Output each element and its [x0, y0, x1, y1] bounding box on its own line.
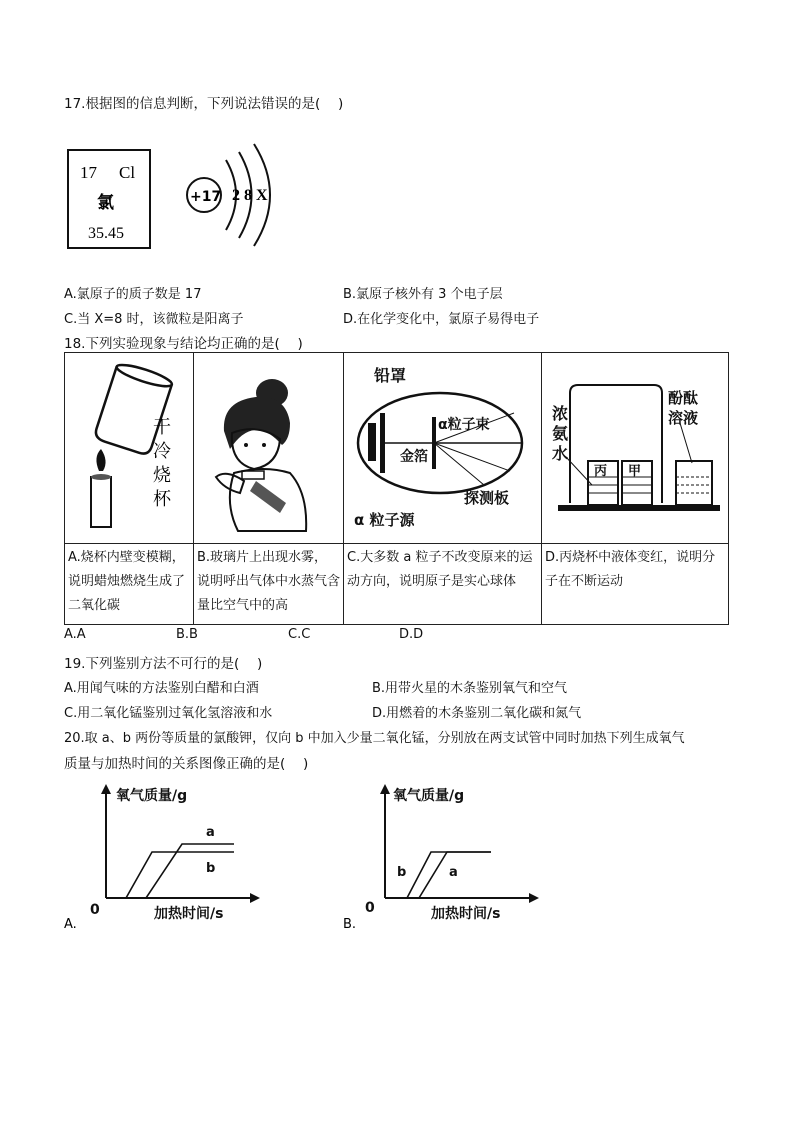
q19-option-c[interactable]: C.用二氧化锰鉴别过氧化氢溶液和水	[64, 706, 273, 721]
q18-option-c[interactable]: C.C	[288, 627, 311, 642]
label-ammonia-1: 浓	[552, 404, 569, 423]
graph-b-option-label: B.	[343, 917, 357, 930]
label-dry-beaker-1: 干	[153, 417, 171, 438]
label-ammonia-2: 氨	[552, 424, 569, 443]
graph-a-curve-1-label: a	[206, 825, 215, 840]
figure-cell-b	[194, 353, 344, 544]
q18-cell-d: D.丙烧杯中液体变红，说明分子在不断运动	[542, 544, 729, 625]
q18-table	[64, 352, 729, 625]
label-dry-beaker-4: 杯	[153, 489, 171, 510]
q19-stem: 19.下列鉴别方法不可行的是( )	[64, 656, 263, 672]
q18-option-b[interactable]: B.B	[176, 627, 198, 642]
q19-option-b[interactable]: B.用带火星的木条鉴别氧气和空气	[372, 681, 568, 696]
element-name: 氯	[97, 193, 114, 213]
element-number: 17	[80, 163, 97, 182]
label-dry-beaker-2: 冷	[153, 441, 171, 462]
figure-cell-d	[542, 353, 729, 544]
graph-a-y-arrow	[101, 784, 111, 794]
graph-b-xlabel: 加热时间/s	[431, 906, 501, 922]
graph-b-curve-2-label: a	[449, 865, 458, 880]
q18-cell-c: C.大多数 a 粒子不改变原来的运动方向，说明原子是实心球体	[344, 544, 542, 625]
q17-option-a[interactable]: A.氯原子的质子数是 17	[64, 287, 202, 302]
figure-cell-a	[65, 353, 194, 544]
graph-a-x-arrow	[250, 893, 260, 903]
graph-b-origin: 0	[365, 900, 375, 916]
graph-a-curve-2-label: b	[206, 861, 216, 876]
breath-figure	[194, 353, 342, 539]
element-mass: 35.45	[88, 225, 124, 242]
q18-cell-b: B.玻璃片上出现水雾，说明呼出气体中水蒸气含量比空气中的高	[194, 544, 344, 625]
label-alpha-source: α 粒子源	[354, 511, 415, 529]
graph-b-x-arrow	[529, 893, 539, 903]
graph-a-xlabel: 加热时间/s	[154, 906, 224, 922]
graph-b-ylabel: 氧气质量/g	[393, 788, 465, 804]
graph-b-curve-1-label: b	[397, 865, 407, 880]
q20-stem-line2: 质量与加热时间的关系图像正确的是( )	[64, 756, 309, 772]
label-gold-foil: 金箔	[400, 449, 428, 465]
label-detector: 探测板	[464, 489, 510, 507]
label-lead-cover: 铅罩	[374, 366, 407, 385]
graph-a-option-label: A.	[64, 917, 77, 930]
q19-option-a[interactable]: A.用闻气味的方法鉴别白醋和白酒	[64, 681, 259, 696]
graph-a-ylabel: 氧气质量/g	[116, 788, 188, 804]
nucleus-charge: +17	[190, 189, 222, 205]
q18-option-a[interactable]: A.A	[64, 627, 86, 642]
label-beaker-jia: 甲	[628, 464, 642, 479]
q18-cell-a: A.烧杯内壁变模糊，说明蜡烛燃烧生成了二氧化碳	[65, 544, 194, 625]
candle-figure	[65, 353, 192, 539]
label-phenolphthalein-2: 溶液	[668, 409, 699, 427]
graph-a-origin: 0	[90, 902, 100, 918]
q17-figure	[64, 138, 304, 258]
graph-a-curve-1	[126, 852, 234, 898]
q18-option-d[interactable]: D.D	[399, 627, 424, 642]
q20-stem-line1: 20.取 a、b 两份等质量的氯酸钾，仅向 b 中加入少量二氧化锰，分别放在两支试管中同时加热下列生成氧气	[64, 731, 685, 746]
label-ammonia-3: 水	[552, 444, 569, 463]
q17-option-d[interactable]: D.在化学变化中，氯原子易得电子	[343, 312, 540, 327]
graph-b-y-arrow	[380, 784, 390, 794]
alpha-scattering-figure	[344, 353, 540, 539]
q17-option-c[interactable]: C.当 X=8 时，该微粒是阳离子	[64, 312, 244, 327]
q18-stem: 18.下列实验现象与结论均正确的是( )	[64, 336, 303, 352]
shell-electrons: 2 8 X	[232, 187, 268, 204]
q19-option-d[interactable]: D.用燃着的木条鉴别二氧化碳和氮气	[372, 706, 582, 721]
molecule-motion-figure	[542, 353, 727, 539]
q20-graph-b	[343, 780, 543, 930]
label-beaker-bing: 丙	[594, 464, 608, 479]
label-phenolphthalein-1: 酚酞	[668, 389, 699, 407]
figure-cell-c	[344, 353, 542, 544]
label-dry-beaker-3: 烧	[153, 465, 171, 486]
label-alpha-beam: α粒子束	[438, 417, 490, 433]
q17-stem: 17.根据图的信息判断，下列说法错误的是( )	[64, 96, 344, 112]
q17-option-b[interactable]: B.氯原子核外有 3 个电子层	[343, 287, 503, 302]
q20-graph-a	[64, 780, 264, 930]
element-symbol: Cl	[119, 163, 136, 182]
